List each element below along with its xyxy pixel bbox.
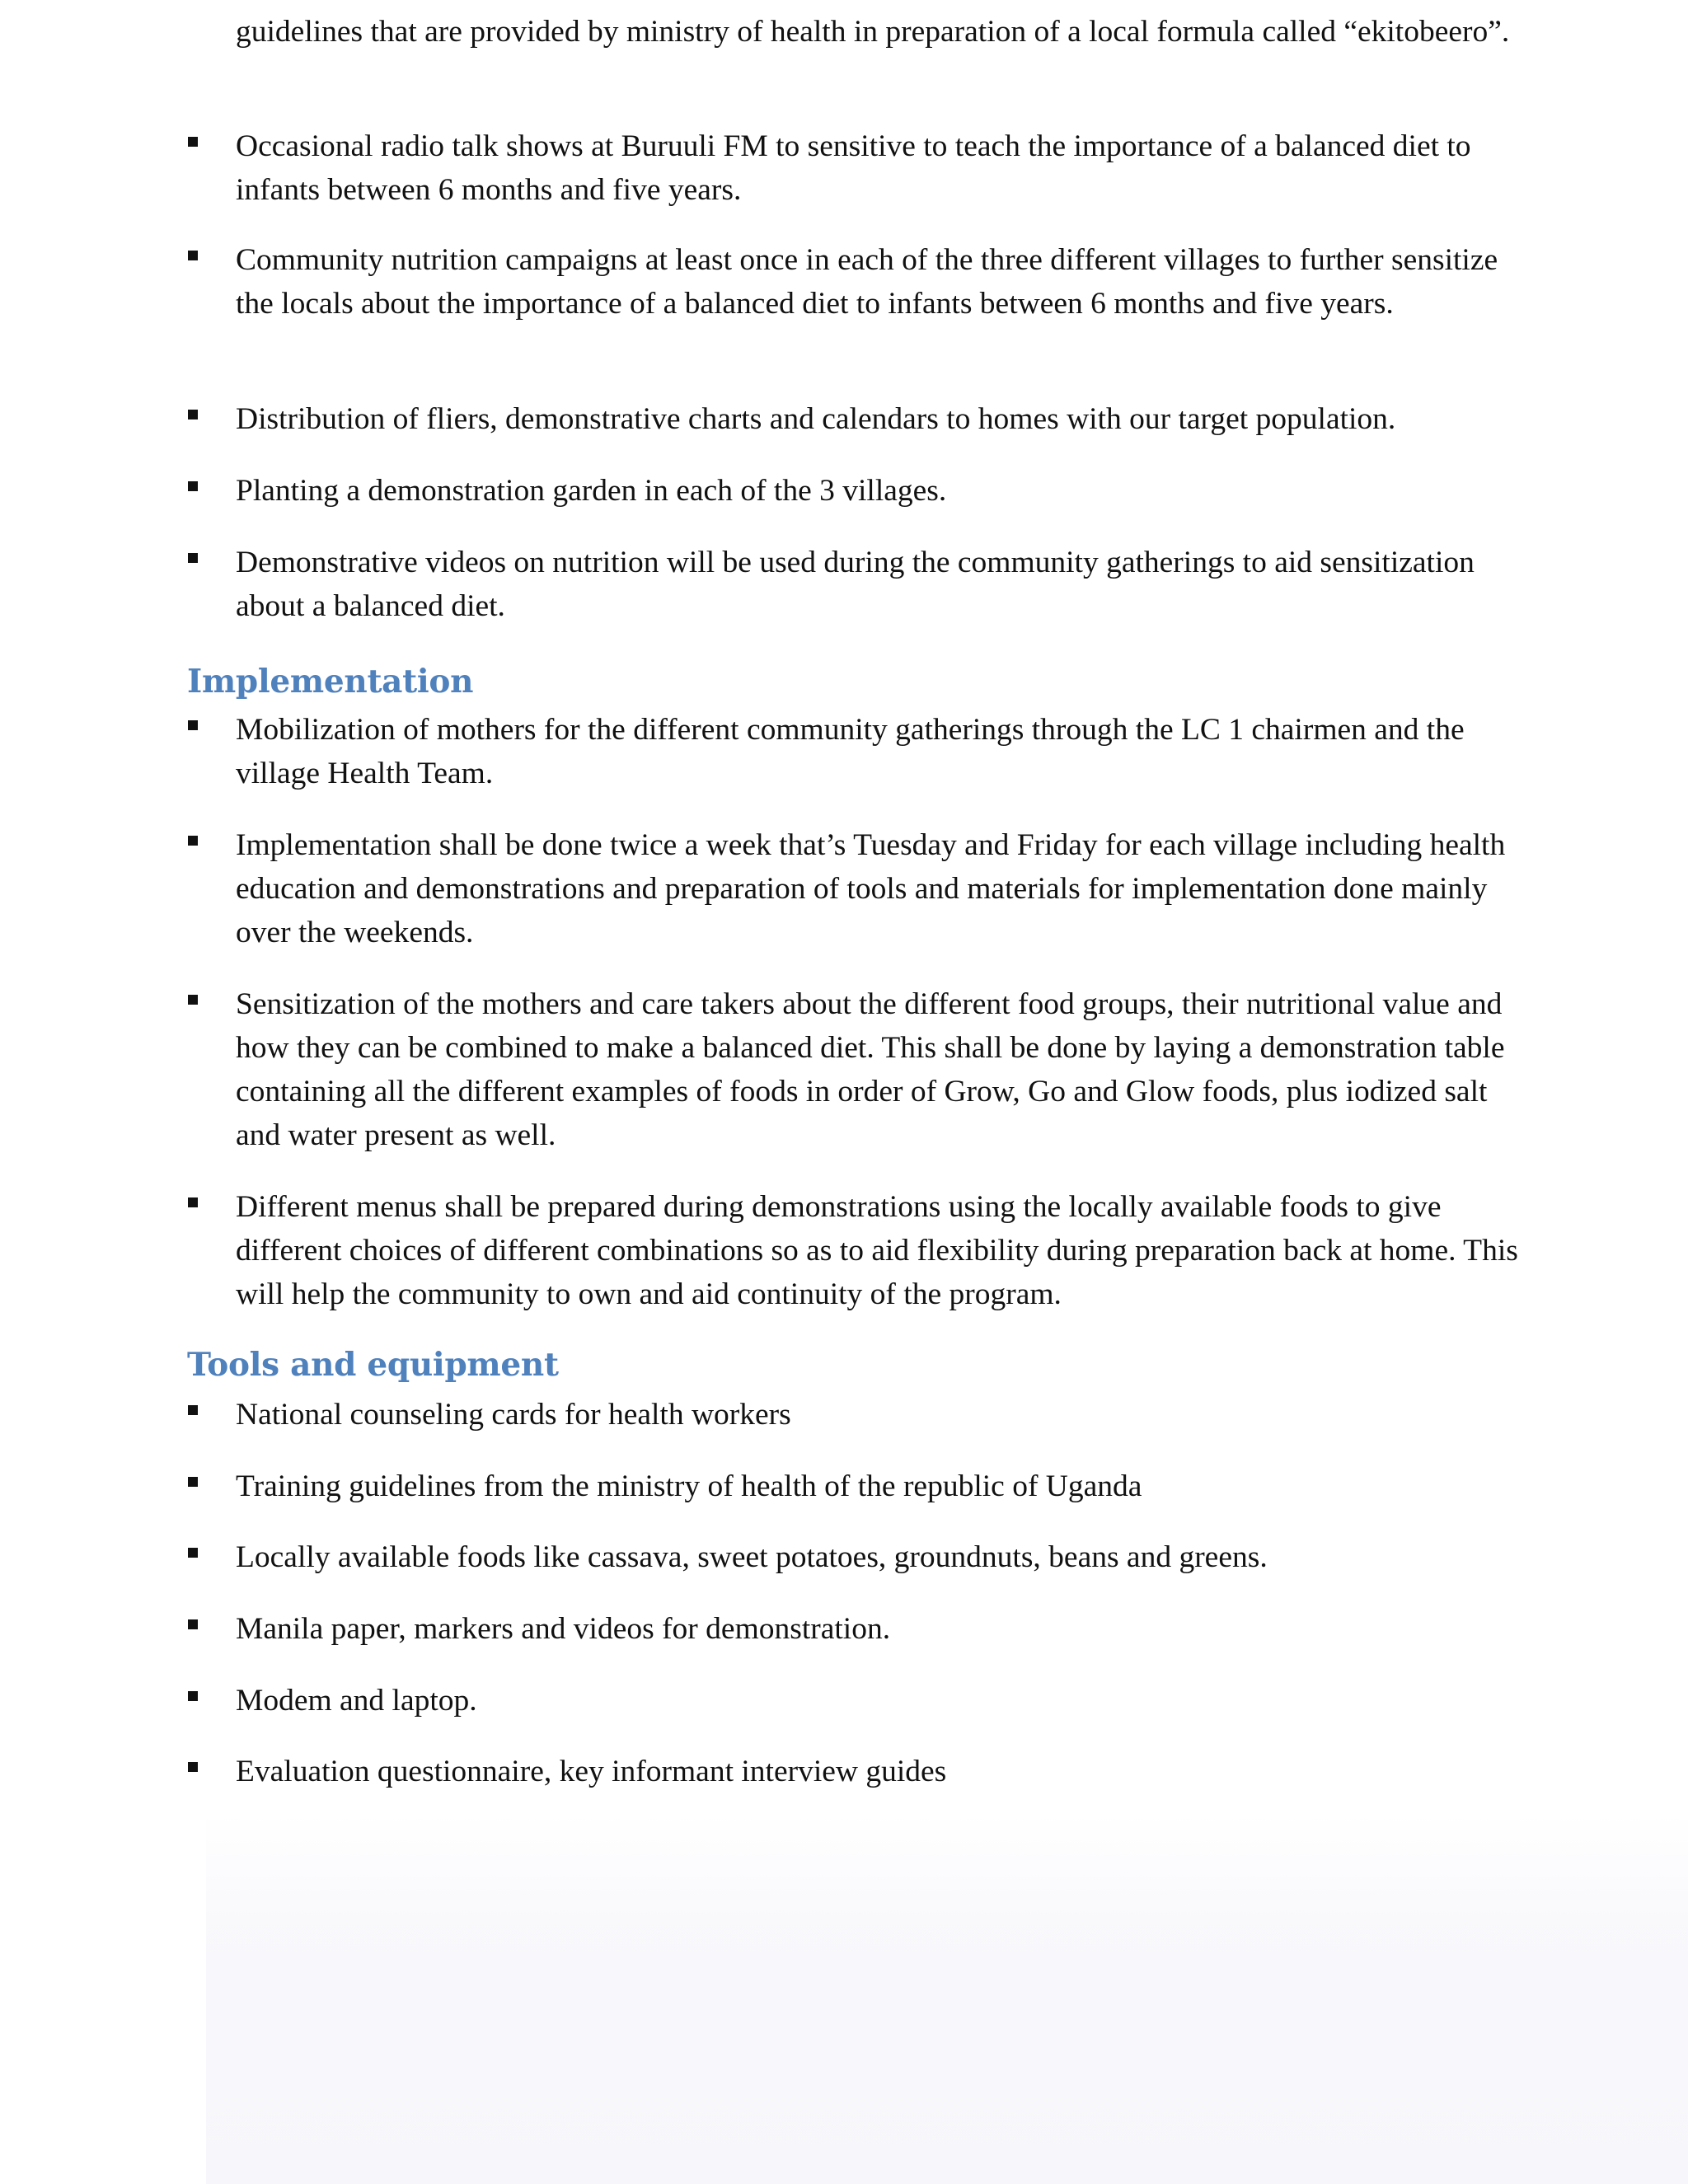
square-bullet-icon <box>188 137 198 147</box>
square-bullet-icon <box>188 481 198 491</box>
square-bullet-icon <box>188 553 198 563</box>
tools-list-item: Manila paper, markers and videos for demonstration. <box>236 1612 891 1646</box>
tools-list-item: Training guidelines from the ministry of health of the republic of Uganda <box>236 1469 1142 1503</box>
square-bullet-icon <box>188 1477 198 1487</box>
square-bullet-icon <box>188 1762 198 1772</box>
square-bullet-icon <box>188 410 198 419</box>
square-bullet-icon <box>188 1197 198 1207</box>
intro-list-item: Planting a demonstration garden in each of the 3 villages. <box>236 474 947 508</box>
square-bullet-icon <box>188 251 198 260</box>
square-bullet-icon <box>188 836 198 846</box>
square-bullet-icon <box>188 1691 198 1701</box>
square-bullet-icon <box>188 720 198 730</box>
square-bullet-icon <box>188 1405 198 1415</box>
square-bullet-icon <box>188 1548 198 1558</box>
intro-list-item: Community nutrition campaigns at least once in each of the three different villages to further sensitize the locals about the importance of a balanced diet to infants between 6 months and five years. <box>236 243 1498 321</box>
tools-list-item: Modem and laptop. <box>236 1684 477 1718</box>
implementation-list-item: Different menus shall be prepared during demonstrations using the locally available foods to give different choices of different combinations so as to aid flexibility during preparation back at home. This will help the community to own and aid continuity of the program. <box>236 1190 1518 1311</box>
implementation-list-item: Mobilization of mothers for the different community gatherings through the LC 1 chairmen and the village Health Team. <box>236 713 1465 790</box>
tools-list-item: National counseling cards for health workers <box>236 1398 791 1432</box>
tools-heading: Tools and equipment <box>187 1346 559 1384</box>
square-bullet-icon <box>188 1619 198 1629</box>
tools-list-item: Locally available foods like cassava, sweet potatoes, groundnuts, beans and greens. <box>236 1540 1268 1574</box>
square-bullet-icon <box>188 995 198 1005</box>
implementation-list-item: Implementation shall be done twice a week that’s Tuesday and Friday for each village including health education and demonstrations and preparation of tools and materials for implementation done mainly over the weekends. <box>236 828 1506 949</box>
continued-list-item: guidelines that are provided by ministry of health in preparation of a local formula called “ekitobeero”. <box>236 15 1510 49</box>
implementation-list-item: Sensitization of the mothers and care takers about the different food groups, their nutritional value and how they can be combined to make a balanced diet. This shall be done by laying a demonstration table containing all the different examples of foods in order of Grow, Go and Glow foods, plus iodized salt and water present as well. <box>236 987 1505 1152</box>
intro-list-item: Demonstrative videos on nutrition will be used during the community gatherings to aid sensitization about a balanced diet. <box>236 546 1475 623</box>
tools-list-item: Evaluation questionnaire, key informant interview guides <box>236 1755 947 1788</box>
implementation-heading: Implementation <box>187 663 474 701</box>
intro-list-item: Distribution of fliers, demonstrative charts and calendars to homes with our target population. <box>236 402 1396 436</box>
intro-list-item: Occasional radio talk shows at Buruuli FM to sensitive to teach the importance of a balanced diet to infants between 6 months and five years. <box>236 129 1471 207</box>
